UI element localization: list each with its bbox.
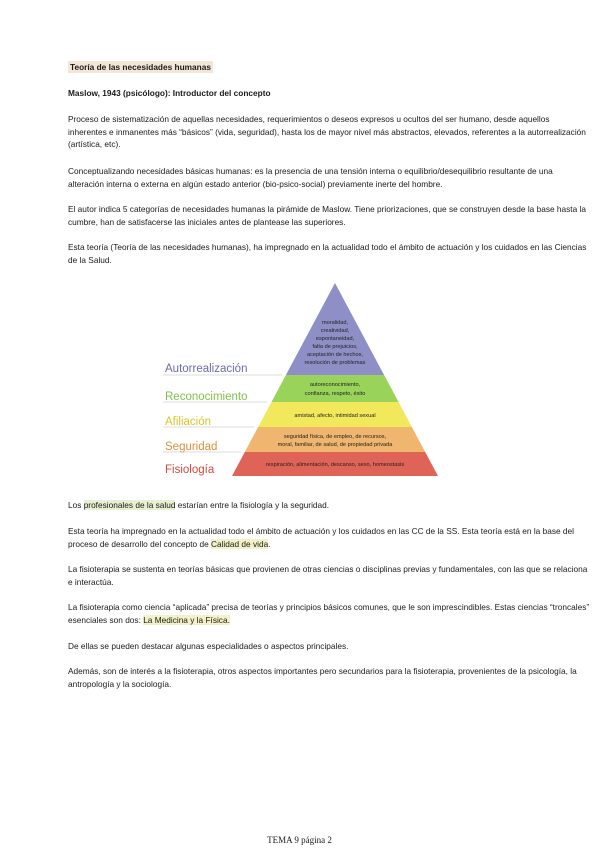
subtitle: Maslow, 1943 (psicólogo): Introductor del concepto: [68, 88, 271, 98]
paragraph-categories: El autor indica 5 categorías de necesidades humanas la pirámide de Maslow. Tiene priorizaciones, que se construyen desde la base hasta la cumbre, han de satisfacerse las iniciales antes de plantease las superiores.: [68, 204, 586, 227]
content-autorrealizacion-6: resolución de problemas: [304, 360, 366, 366]
highlight-medicina-fisica: La Medicina y la Física.: [143, 614, 230, 625]
content-seguridad-1: seguridad física, de empleo, de recursos,: [283, 434, 387, 440]
content-fisiologia-1: respiración, alimentación, descanso, sexo, homeostasis: [265, 462, 405, 468]
paragraph-core-sciences: La fisioterapia como ciencia “aplicada” precisa de teorías y principios básicos comunes, que le son imprescindibles. Estas ciencias “troncales” esenciales son dos: La Medicina y la Física.: [68, 602, 590, 625]
label-autorrealizacion: Autorrealización: [165, 363, 248, 375]
content-reconocimiento-1: autoreconocimiento,: [309, 382, 361, 388]
paragraph-specialties: De ellas se pueden destacar algunas especialidades o aspectos principales.: [68, 641, 349, 651]
paragraph-concept: Conceptualizando necesidades básicas humanas: es la presencia de una tensión interna o equilibrio/desequilibrio resultante de una alteración interna o externa en algún estado anterior (bio-psico-social) previamente inerte del hombre.: [68, 166, 553, 189]
paragraph-definition: Proceso de sistematización de aquellas necesidades, requerimientos o deseos expresos u ocultos del ser humano, desde aquellos inherentes e inmanentes más “básicos” (vida, seguridad), hasta los de mayor nivel más abstractos, elevados, referentes a la autorrealización (artística, etc).: [68, 114, 586, 150]
paragraph-secondary-aspects: Además, son de interés a la fisioterapia, otros aspectos importantes pero secundarios para la fisioterapia, provenientes de la psicología, la antropología y la sociología.: [68, 666, 577, 689]
paragraph-professionals: Los profesionales de la salud estarían entre la fisiología y la seguridad.: [68, 500, 330, 510]
paragraph-quality-of-life: Esta teoría ha impregnado en la actualidad todo el ámbito de actuación y los cuidados en las CC de la SS. Esta teoría está en la base del proceso de desarrollo del concepto de Calidad de vida.: [68, 526, 574, 549]
paragraph-physiotherapy-basis: La fisioterapia se sustenta en teorías básicas que provienen de otras ciencias o disciplinas previas y fundamentales, con las que se relaciona e interactúa.: [68, 564, 588, 587]
content-afiliacion-1: amistad, afecto, intimidad sexual: [294, 413, 376, 419]
paragraph-impact: Esta teoría (Teoría de las necesidades humanas), ha impregnado en la actualidad todo el ámbito de actuación y los cuidados en las Ciencias de la Salud.: [68, 242, 587, 265]
highlight-calidad-de-vida: Calidad de vida: [210, 538, 269, 549]
content-autorrealizacion-1: moralidad,: [321, 320, 349, 326]
content-autorrealizacion-5: aceptación de hechos,: [307, 352, 363, 358]
content-autorrealizacion-2: creatividad,: [320, 328, 350, 334]
label-afiliacion: Afiliación: [165, 416, 212, 428]
label-reconocimiento: Reconocimiento: [165, 391, 248, 403]
page-footer: TEMA 9 página 2: [267, 835, 332, 845]
content-seguridad-2: moral, familiar, de salud, de propiedad privada: [277, 442, 393, 448]
maslow-pyramid: [160, 280, 450, 480]
page-title: Teoría de las necesidades humanas: [70, 62, 211, 72]
label-seguridad: Seguridad: [165, 441, 218, 453]
content-reconocimiento-2: confianza, respeto, éxito: [304, 391, 366, 397]
highlight-profesionales: profesionales de la salud: [83, 500, 176, 510]
content-autorrealizacion-3: espontaneidad,: [315, 336, 355, 342]
content-autorrealizacion-4: falta de prejuicios,: [312, 344, 358, 350]
label-fisiologia: Fisiología: [165, 464, 215, 476]
